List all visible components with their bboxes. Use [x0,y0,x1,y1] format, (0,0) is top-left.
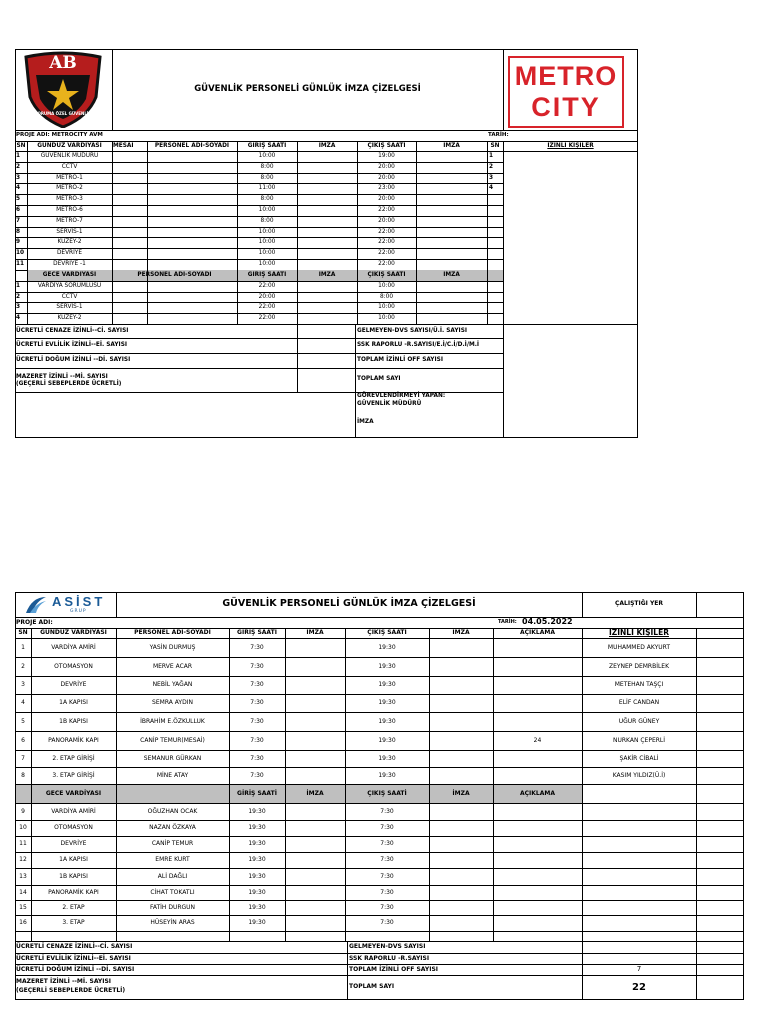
date-value: 04.05.2022 [522,617,573,626]
grid-line [15,931,744,932]
night-col-header: AÇIKLAMA [519,790,555,797]
footer-label: ÜCRETLİ CENAZE İZİNLİ--Cİ. SAYISI [16,943,133,950]
footer-label: GELMEYEN-DVS SAYISI/Ü.İ. SAYISI [357,328,468,334]
row-post: OTOMASYON [54,663,93,670]
leave-person: ZEYNEP DEMRBİLEK [608,663,670,670]
row-in: 8:00 [260,196,274,203]
col-header: GIRIŞ SAATI [247,143,287,149]
ab-logo [18,51,108,128]
grid-line [112,141,113,324]
off-count-value: 7 [636,965,642,973]
row-sn: 10 [19,824,27,831]
grid-line [582,628,583,941]
row-sn: 10 [16,250,25,257]
row-person: İBRAHİM E.ÖZKULLUK [140,718,205,725]
row-in: 7:30 [250,755,264,762]
row-out: 20:00 [378,174,395,181]
leave-person: METEHAN TAŞÇI [614,681,664,688]
row-in: 7:30 [250,663,264,670]
row-in: 7:30 [250,718,264,725]
row-out: 7:30 [380,856,394,863]
row-in: 7:30 [250,681,264,688]
row-person: ALİ DAĞLI [157,873,188,880]
night-col-header: IMZA [318,271,336,278]
row-out: 19:30 [378,772,396,779]
footer-label: MAZERET İZİNLİ --Mİ. SAYISI [16,374,108,380]
row-sn: 14 [19,889,27,896]
row-sn: 7 [16,217,21,224]
row-post: DEVRİYE -1 [53,261,86,267]
logo-city: CITY [531,92,601,122]
row-note [493,694,582,712]
row-person: OĞUZHAN OCAK [147,808,198,815]
row-in: 7:30 [250,699,264,706]
footer-label: ÜCRETLİ CENAZE İZİNLİ--Cİ. SAYISI [16,328,129,334]
row-in: 10:00 [258,239,276,246]
row-note: 24 [533,737,542,744]
footer-label: ÜCRETLİ EVLİLİK İZİNLİ--Eİ. SAYISI [16,342,128,348]
row-out: 10:00 [378,282,395,289]
row-post: CCTV [61,163,78,170]
row-out: 7:30 [380,904,394,911]
row-note [493,767,582,784]
row-in: 19:30 [248,856,266,863]
footer-label: GÖREVLENDİRMEYİ YAPAN: [357,393,446,399]
row-out: 10:00 [378,315,395,322]
col-header: SN [490,143,500,149]
row-post: 2. ETAP [62,904,85,911]
footer-label: SSK RAPORLU -R.SAYISI [349,955,430,962]
row-sn: 4 [16,185,21,192]
row-sn: 15 [19,904,27,911]
grid-line [15,353,503,354]
row-post: GÜVENLİK MÜDÜRÜ [40,153,99,159]
row-out: 10:00 [378,304,395,311]
footer-label: TOPLAM İZİNLİ OFF SAYISI [349,966,439,973]
footer-label: İMZA [357,419,374,425]
night-col-header: GECE VARDİYASI [45,790,102,797]
col-header: ÇIKIŞ SAATI [367,629,407,636]
grid-line [357,141,358,324]
row-post: 3. ETAP [62,919,85,926]
row-sn: 4 [16,315,21,322]
row-sn: 9 [16,239,21,246]
grid-line [285,628,286,941]
project-name: PROJE ADI: METROCITY AVM [16,132,103,138]
row-sn: 5 [21,718,25,725]
row-person: EMRE KURT [155,856,190,863]
row-post: SERVİS-1 [56,304,83,311]
row-person: MİNE ATAY [156,772,189,779]
grid-line [696,628,697,941]
row-out: 7:30 [380,824,394,831]
row-in: 22:00 [258,304,276,311]
row-sn: 6 [16,207,21,213]
row-post: 1A KAPISI [59,699,88,706]
night-col-header: IMZA [443,271,460,278]
col-header: IMZA [306,629,324,636]
row-sn: 7 [21,755,25,762]
row-out: 22:00 [378,261,395,267]
row-in: 8:00 [260,217,274,224]
row-sn: 11 [16,261,25,267]
col-header: IMZA [452,629,470,636]
col-header: SN [16,143,26,149]
row-note [493,638,582,657]
night-col-header: PERSONEL ADI-SOYADI [137,271,212,278]
row-post: OTOMASYON [54,824,93,831]
footer-label: (GEÇERLİ SEBEPLERDE ÜCRETLİ) [16,381,122,387]
leave-person: UĞUR GÜNEY [618,718,660,725]
row-out: 20:00 [378,217,395,224]
grid-line [487,141,488,324]
footer-label: TOPLAM SAYI [357,376,401,382]
grid-line [237,141,238,324]
row-out: 19:30 [378,663,396,670]
leave-sn: 3 [489,174,494,181]
footer-label: SSK RAPORLU -R.SAYISI/E.İ/C.İ/D.İ/M.İ [357,342,480,348]
row-sn: 1 [21,644,25,651]
row-post: DEVRİYE [60,681,87,688]
grid-line [15,368,503,369]
grid-line [696,592,697,617]
row-sn: 1 [16,153,21,159]
col-header: GUNDUZ VARDIYASI [40,629,107,636]
night-col-header: GIRIŞ SAATI [247,271,287,278]
row-in: 19:30 [248,808,266,815]
grid-line [345,628,346,941]
row-out: 20:00 [378,163,395,170]
date-label: TARİH: [498,619,517,625]
sheet-title: GÜVENLİK PERSONELİ GÜNLÜK İMZA ÇİZELGESİ [194,84,421,94]
grid-line [15,975,744,976]
row-in: 7:30 [250,644,264,651]
row-sn: 9 [21,808,25,815]
row-sn: 8 [21,772,25,779]
row-in: 19:30 [248,919,266,926]
row-sn: 11 [19,840,27,847]
leave-sn: 1 [489,153,494,159]
row-sn: 2 [16,163,21,170]
date-label: TARİH: [488,132,509,138]
grid-line [503,49,504,130]
row-post: 1B KAPISI [59,873,88,880]
row-out: 22:00 [378,207,395,213]
leave-person: KASIM YILDIZ(Ü.İ) [612,772,666,779]
row-out: 7:30 [380,808,394,815]
row-post: VARDİYA SORUMLUSU [37,282,102,289]
leave-person: ELİF CANDAN [618,699,660,706]
grid-line [416,141,417,324]
row-in: 19:30 [248,873,266,880]
row-post: METRO-7 [56,217,83,224]
row-out: 19:30 [378,737,396,744]
project-name: PROJE ADI: [16,619,53,626]
row-sn: 6 [21,737,25,744]
row-person: NAZAN ÖZKAYA [149,824,196,831]
grid-line [429,628,430,941]
row-sn: 3 [21,681,25,688]
col-header: IMZA [318,143,336,149]
leave-person: MUHAMMED AKYURT [607,644,671,651]
logo-metro: METRO [514,61,618,91]
footer-label: ÜCRETLİ DOĞUM İZİNLİ --Dİ. SAYISI [16,357,131,363]
col-header: ÇIKIŞ SAATI [367,143,406,149]
row-person: CİHAT TOKATLI [150,889,195,896]
col-header: GIRIŞ SAATI [237,629,277,636]
row-in: 19:30 [248,824,266,831]
row-post: SERVİS-1 [56,228,83,235]
row-in: 10:00 [258,250,276,257]
row-post: METRO-6 [56,207,83,213]
footer-label: ÜCRETLİ DOĞUM İZİNLİ --Dİ. SAYISI [16,966,135,973]
row-post: VARDİYA AMİRİ [51,808,96,815]
leave-person: NURKAN ÇEPERLİ [612,737,666,744]
row-person: SEMRA AYDIN [152,699,193,706]
row-in: 19:30 [248,904,266,911]
night-col-header: ÇIKIŞ SAATİ [367,790,407,797]
row-note [493,676,582,694]
row-sn: 16 [19,919,27,926]
row-in: 11:00 [258,185,276,192]
footer-label: (GEÇERLİ SEBEPLERDE ÜCRETLİ) [16,987,126,994]
row-post: METRO-1 [56,174,83,181]
row-post: METRO-2 [56,185,83,192]
row-in: 10:00 [258,261,276,267]
grid-line [503,141,504,324]
row-post: KUZEY-2 [57,239,82,246]
row-out: 8:00 [379,293,394,300]
night-col-header: GİRİŞ SAATİ [237,790,277,797]
row-note [493,712,582,731]
row-out: 7:30 [380,889,394,896]
row-in: 20:00 [258,293,276,300]
logo-letters: AB [49,53,77,73]
row-sn: 5 [16,196,21,203]
row-post: DEVRİYE [60,840,87,847]
row-post: DEVRİYE [56,250,83,257]
row-in: 10:00 [258,153,276,159]
footer-label: TOPLAM İZİNLİ OFF SAYISI [357,357,443,363]
row-post: 1A KAPISI [59,856,88,863]
row-post: 3. ETAP GİRİŞİ [52,772,95,779]
row-out: 23:00 [378,185,395,192]
night-col-header: İMZA [306,790,324,797]
row-person: NEBİL YAĞAN [152,681,193,688]
logo-name: ASİST [52,594,106,609]
row-post: CCTV [61,293,78,300]
row-out: 7:30 [380,840,394,847]
grid-line [147,141,148,324]
col-header: IZINLI KIŞILER [547,143,594,149]
footer-label: TOPLAM SAYI [349,983,395,990]
row-out: 19:00 [378,153,395,159]
row-out: 19:30 [378,718,396,725]
night-col-header: ÇIKIŞ SAATI [367,271,406,278]
grid-line [31,628,32,941]
row-sn: 13 [19,873,27,880]
row-out: 20:00 [378,196,395,203]
row-post: VARDİYA AMİRİ [51,644,96,651]
row-in: 10:00 [258,207,276,213]
row-in: 22:00 [258,315,276,322]
grid-line [15,338,503,339]
row-in: 7:30 [250,772,264,779]
row-person: HÜSEYİN ARAS [150,919,195,926]
col-header: SN [18,629,28,636]
row-note [493,750,582,767]
row-out: 19:30 [378,755,396,762]
row-out: 22:00 [378,228,395,235]
grid-line [116,628,117,941]
leave-sn: 2 [489,163,494,170]
night-col-header: İMZA [452,790,470,797]
row-post: METRO-3 [56,196,83,203]
row-in: 7:30 [250,737,264,744]
col-header: IZINLI KIŞILER [609,628,669,637]
footer-label: ÜCRETLİ EVLİLİK İZİNLİ--Eİ. SAYISI [16,955,131,962]
sheet-title: GÜVENLİK PERSONELİ GÜNLÜK İMZA ÇİZELGESİ [222,598,476,609]
grid-line [229,628,230,941]
asist-logo [24,594,114,616]
grid-line [27,141,28,324]
row-sn: 4 [21,699,25,706]
row-person: YASİN DURMUŞ [149,644,196,651]
row-post: PANORAMİK KAPI [48,889,99,896]
row-in: 22:00 [258,282,276,289]
col-header: PERSONEL ADI-SOYADI [134,629,211,636]
logo-sub: GRUP [70,609,87,614]
row-out: 7:30 [380,919,394,926]
row-sn: 3 [16,174,21,181]
row-in: 19:30 [248,889,266,896]
leave-sn: 4 [489,185,494,192]
row-sn: 1 [16,282,21,289]
row-out: 19:30 [378,644,396,651]
leave-person: ŞAKİR CİBALİ [619,755,659,762]
row-sn: 3 [16,304,21,311]
row-person: MERVE ACAR [152,663,193,670]
row-post: 1B KAPISI [59,718,88,725]
grid-line [297,141,298,324]
row-in: 8:00 [260,163,274,170]
row-out: 19:30 [378,681,396,688]
row-sn: 12 [19,856,27,863]
footer-label: MAZERET İZİNLİ --Mİ. SAYISI [16,978,112,985]
row-out: 7:30 [380,873,394,880]
grid-line [297,324,298,392]
row-post: 2. ETAP GİRİŞİ [52,755,95,762]
row-person: CANİP TEMUR(MESAİ) [140,737,205,744]
col-header: AÇIKLAMA [519,629,555,636]
row-sn: 8 [16,228,21,235]
row-post: PANORAMİK KAPI [48,737,99,744]
row-out: 19:30 [378,699,396,706]
row-in: 10:00 [258,228,276,235]
logo-ring-text: KORUMA ÖZEL GÜVENLİK [34,111,92,116]
col-header: GUNDUZ VARDIYASI [37,143,102,149]
row-post: KUZEY-2 [57,315,82,322]
col-header: MESAI [113,143,134,149]
row-sn: 2 [21,663,25,670]
grid-line [493,628,494,941]
col-header: IMZA [443,143,460,149]
row-out: 22:00 [378,250,395,257]
row-in: 8:00 [260,174,274,181]
asist-swoosh-icon [24,595,48,615]
row-note [493,657,582,676]
footer-label: GÜVENLİK MÜDÜRÜ [357,401,422,407]
footer-label: GELMEYEN-DVS SAYISI [349,943,426,950]
row-sn: 2 [16,293,21,300]
row-out: 22:00 [378,239,395,246]
workplace-label: ÇALIŞTIĞI YER [614,600,664,607]
total-value: 22 [632,982,646,993]
col-header: PERSONEL ADI-SOYADI [154,143,230,149]
row-person: CANİP TEMUR [151,840,194,847]
row-in: 19:30 [248,840,266,847]
night-col-header: GECE VARDIYASI [42,271,97,278]
grid-line [15,324,638,325]
row-person: SEMANUR GÜRKAN [143,755,202,762]
metrocity-logo [508,56,624,128]
row-person: FATİH DURGUN [149,904,196,911]
grid-line [696,941,697,1000]
